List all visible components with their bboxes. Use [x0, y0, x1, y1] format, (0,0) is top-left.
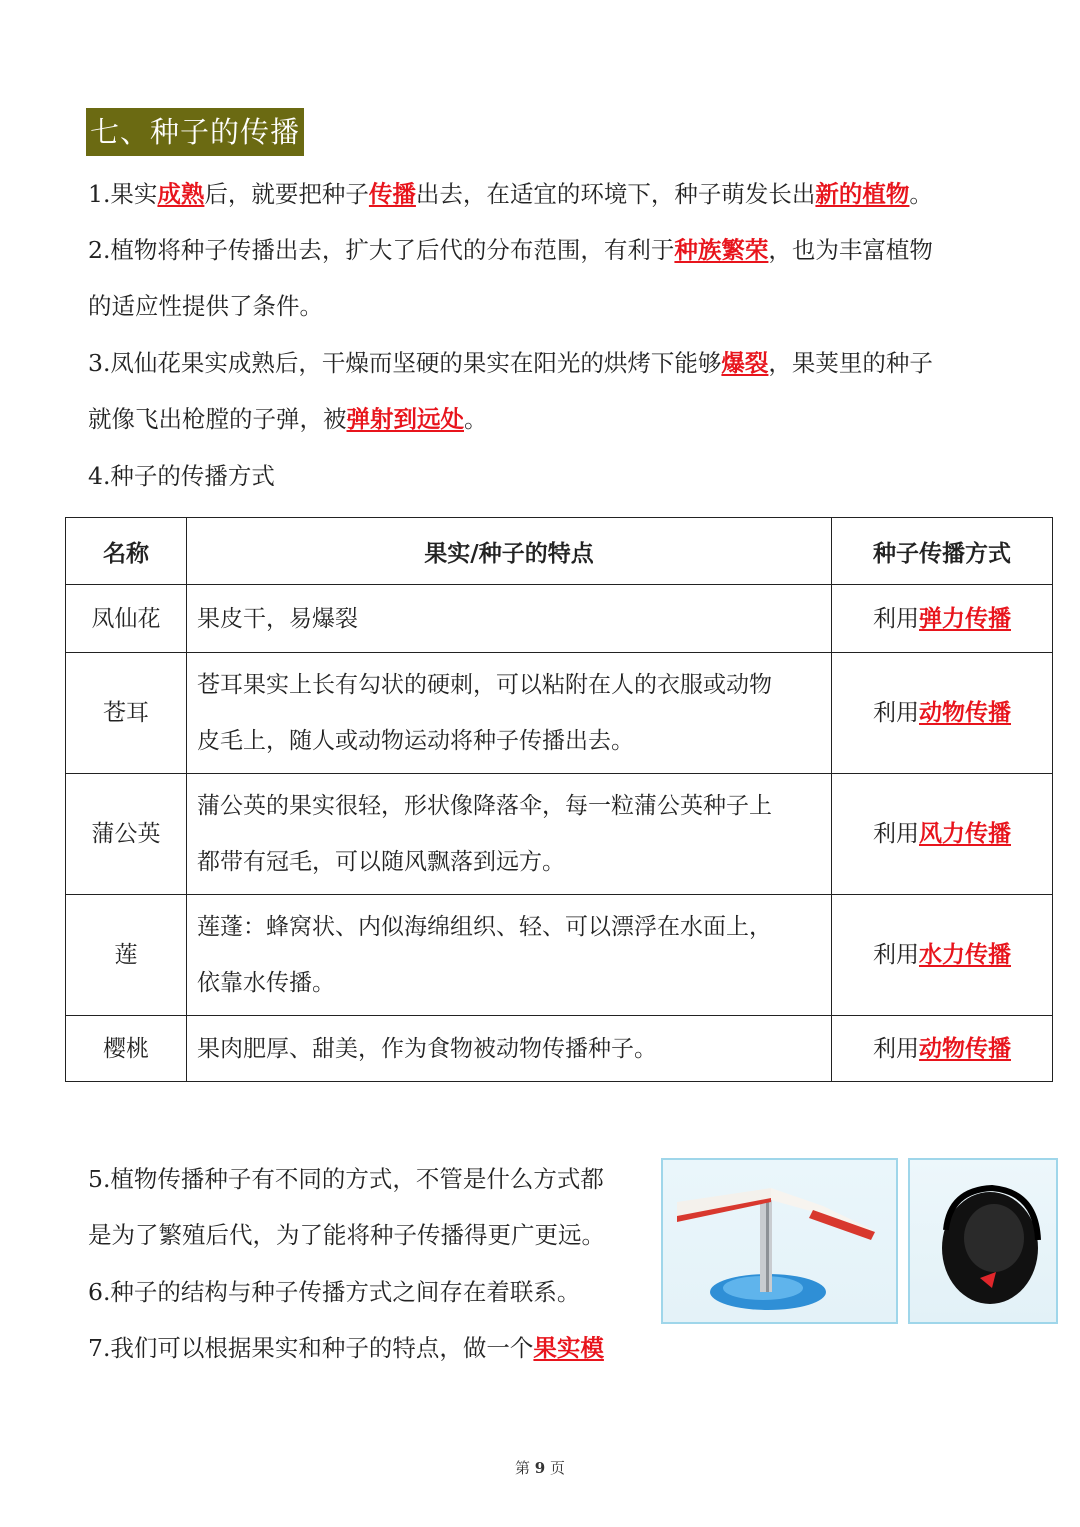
section-heading: 七、种子的传播	[86, 108, 304, 156]
highlight: 成熟	[157, 180, 205, 208]
highlight: 爆裂	[721, 349, 769, 377]
highlight: 传播	[368, 180, 416, 208]
highlight: 种族繁荣	[674, 236, 769, 264]
text: 皮毛上，随人或动物运动将种子传播出去。	[197, 728, 634, 754]
text: 利用	[873, 605, 919, 632]
text: 蒲公英的果实很轻，形状像降落伞，每一粒蒲公英种子上	[197, 793, 772, 819]
paragraph-5-line-1: 5.植物传播种子有不同的方式，不管是什么方式都	[88, 1165, 604, 1193]
highlight: 动物传播	[919, 1034, 1011, 1062]
highlight: 弹射到远处	[346, 405, 464, 433]
cell-feature	[187, 653, 832, 774]
header-name: 名称	[66, 518, 187, 585]
text: 3.凤仙花果实成熟后，干燥而坚硬的果实在阳光的烘烤下能够	[88, 349, 722, 377]
text: 1.果实	[88, 180, 158, 208]
highlight: 新的植物	[815, 180, 910, 208]
text: 后，就要把种子	[204, 180, 369, 208]
cell-method	[832, 1016, 1053, 1082]
highlight: 水力传播	[919, 941, 1011, 968]
text: 7.我们可以根据果实和种子的特点，做一个	[88, 1334, 534, 1362]
header-feature: 果实/种子的特点	[187, 518, 832, 585]
page-number: 9	[534, 1459, 546, 1477]
cell-feature	[187, 895, 832, 1016]
cell-method	[832, 653, 1053, 774]
table-row	[66, 585, 1053, 653]
text: 。	[464, 405, 488, 433]
page-footer	[0, 1457, 1080, 1478]
text: 苍耳果实上长有勾状的硬刺，可以粘附在人的衣服或动物	[197, 672, 772, 698]
seed-dispersal-table	[65, 517, 1053, 1082]
text: 出去，在适宜的环境下，种子萌发长出	[415, 180, 816, 208]
highlight: 弹力传播	[919, 604, 1011, 632]
cell-feature: 果皮干，易爆裂	[187, 585, 832, 653]
table-row	[66, 774, 1053, 895]
cell-method	[832, 585, 1053, 653]
paper-wing-model-image	[663, 1160, 896, 1322]
paragraph-4: 4.种子的传播方式	[88, 462, 275, 490]
paragraph-6: 6.种子的结构与种子传播方式之间存在着联系。	[88, 1278, 581, 1306]
text: 利用	[873, 821, 919, 847]
paragraph-3-line-1	[88, 335, 1008, 391]
cell-feature	[187, 774, 832, 895]
cell-feature: 果肉肥厚、甜美，作为食物被动物传播种子。	[187, 1016, 832, 1082]
table-row	[66, 895, 1053, 1016]
highlight: 动物传播	[919, 699, 1011, 726]
text: 都带有冠毛，可以随风飘落到远方。	[197, 849, 565, 875]
cell-name: 莲	[66, 895, 187, 1016]
seed-model-photo	[661, 1158, 898, 1324]
header-method: 种子传播方式	[832, 518, 1053, 585]
paragraph-2-line-1	[88, 222, 1008, 278]
burr-model-image	[910, 1160, 1056, 1322]
fruit-model-photo	[908, 1158, 1058, 1324]
text: 第	[514, 1459, 530, 1477]
text: 莲蓬：蜂窝状、内似海绵组织、轻、可以漂浮在水面上，	[197, 914, 772, 940]
text: 。	[909, 180, 933, 208]
text: 利用	[873, 942, 919, 968]
text: 依靠水传播。	[197, 970, 335, 996]
paragraph-2-line-2: 的适应性提供了条件。	[88, 292, 323, 320]
paragraph-1	[88, 166, 1008, 222]
text: 利用	[873, 1035, 919, 1062]
text: ，果荚里的种子	[768, 349, 933, 377]
text: 2.植物将种子传播出去，扩大了后代的分布范围，有利于	[88, 236, 675, 264]
table-row	[66, 653, 1053, 774]
table-row	[66, 1016, 1053, 1082]
table-header-row	[66, 518, 1053, 585]
cell-name: 苍耳	[66, 653, 187, 774]
cell-name: 蒲公英	[66, 774, 187, 895]
text: 就像飞出枪膛的子弹，被	[88, 405, 347, 433]
highlight: 风力传播	[919, 820, 1011, 847]
text: ，也为丰富植物	[768, 236, 933, 264]
cell-name: 凤仙花	[66, 585, 187, 653]
cell-method	[832, 895, 1053, 1016]
text: 利用	[873, 700, 919, 726]
paragraph-5-line-2: 是为了繁殖后代，为了能将种子传播得更广更远。	[88, 1221, 605, 1249]
cell-method	[832, 774, 1053, 895]
text: 页	[550, 1459, 566, 1477]
cell-name: 樱桃	[66, 1016, 187, 1082]
highlight: 果实模	[533, 1334, 604, 1362]
paragraph-7	[88, 1320, 658, 1376]
paragraph-3-line-2	[88, 391, 1008, 447]
